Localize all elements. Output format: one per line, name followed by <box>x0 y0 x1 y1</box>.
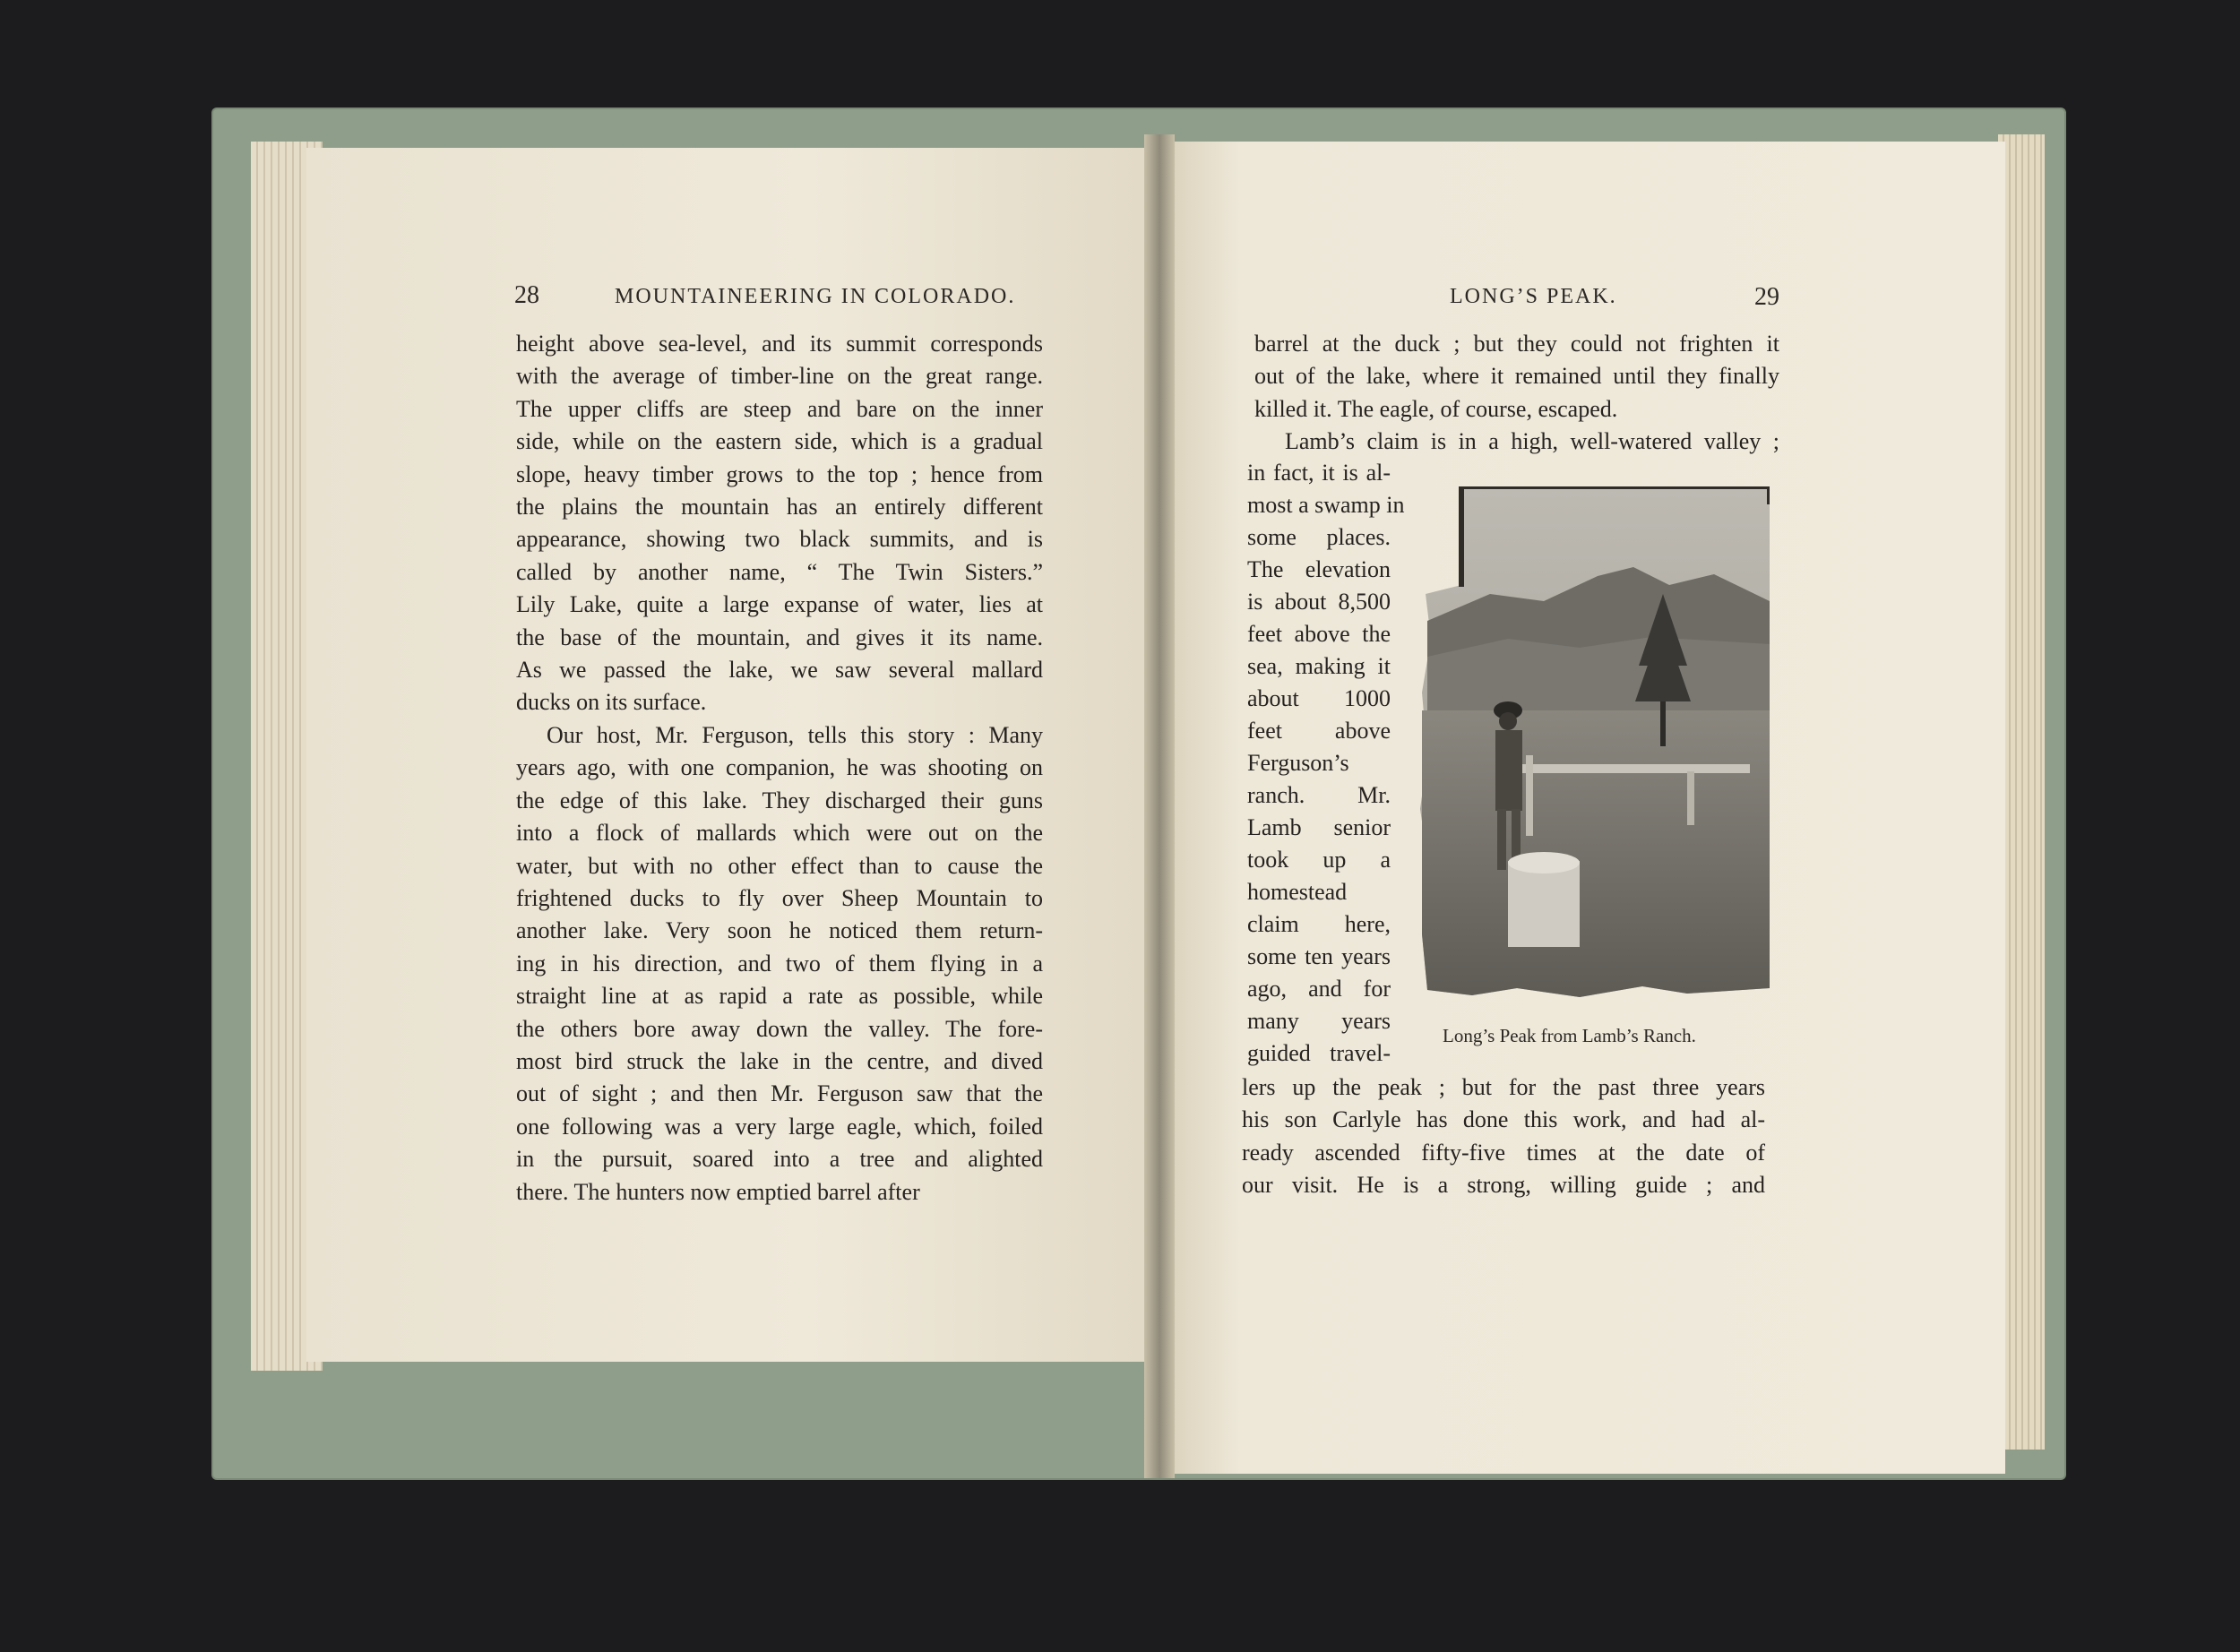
text-line: Lamb’s claim is in a high, well-watered valley ; <box>1285 428 1779 455</box>
text-line: the others bore away down the valley. The fore- <box>516 1015 1043 1042</box>
text-line: the plains the mountain has an entirely different <box>516 494 1043 521</box>
text-line: side, while on the eastern side, which is a gradual <box>516 428 1043 455</box>
text-line: Lamb senior <box>1247 814 1391 840</box>
text-line: some places. <box>1247 524 1391 550</box>
left-page-number: 28 <box>514 281 539 309</box>
text-line: is about 8,500 <box>1247 589 1391 615</box>
right-body-text-top <box>1254 328 1779 459</box>
text-line: guided travel- <box>1247 1040 1391 1066</box>
text-line: appearance, showing two black summits, and is <box>516 526 1043 553</box>
text-line: most a swamp in <box>1247 492 1405 518</box>
text-line: most bird struck the lake in the centre, and dived <box>516 1047 1043 1074</box>
text-line: lers up the peak ; but for the past three years <box>1242 1074 1765 1100</box>
figure-caption: Long’s Peak from Lamb’s Ranch. <box>1443 1025 1696 1046</box>
left-running-head: MOUNTAINEERING IN COLORADO. <box>615 285 1016 308</box>
right-running-head: LONG’S PEAK. <box>1450 285 1617 308</box>
text-line: out of the lake, where it remained until they finally <box>1254 363 1779 390</box>
text-line: Ferguson’s <box>1247 750 1349 776</box>
text-line: barrel at the duck ; but they could not frighten it <box>1254 331 1779 357</box>
text-line: in the pursuit, soared into a tree and alighted <box>516 1146 1043 1173</box>
text-line: our visit. He is a strong, willing guide ; and <box>1242 1172 1765 1199</box>
text-line: homestead <box>1247 879 1348 905</box>
text-line: one following was a very large eagle, which, foiled <box>516 1113 1043 1140</box>
text-line: water, but with no other effect than to cause the <box>516 852 1043 879</box>
text-line: ready ascended fifty-five times at the date of <box>1242 1139 1765 1166</box>
text-line: feet above <box>1247 718 1391 744</box>
text-line: The upper cliffs are steep and bare on the inner <box>516 395 1043 422</box>
right-body-text-bottom <box>1242 1071 1765 1202</box>
text-line: ranch. Mr. <box>1247 782 1391 808</box>
text-line: called by another name, “ The Twin Sisters.” <box>516 558 1043 585</box>
right-body-text-column <box>1247 457 1405 1070</box>
text-line: claim here, <box>1247 911 1391 937</box>
text-line: slope, heavy timber grows to the top ; hence from <box>516 460 1043 487</box>
text-line: The elevation <box>1247 556 1391 582</box>
text-line: took up a <box>1247 847 1391 873</box>
text-line: feet above the <box>1247 621 1391 647</box>
text-line: there. The hunters now emptied barrel after <box>516 1178 920 1205</box>
text-line: in fact, it is al- <box>1247 460 1391 486</box>
text-line: about 1000 <box>1247 685 1391 711</box>
text-line: As we passed the lake, we saw several mallard <box>516 657 1043 684</box>
book-gutter <box>1144 134 1175 1478</box>
text-line: frightened ducks to fly over Sheep Mountain to <box>516 884 1043 911</box>
halftone-illustration <box>1418 486 1770 999</box>
text-line: straight line at as rapid a rate as possible, while <box>516 983 1043 1010</box>
text-line: many years <box>1247 1008 1391 1034</box>
text-line: with the average of timber-line on the great range. <box>516 363 1043 390</box>
text-line: height above sea-level, and its summit corresponds <box>516 331 1043 357</box>
text-line: Lily Lake, quite a large expanse of water, lies at <box>516 591 1043 618</box>
text-line: Our host, Mr. Ferguson, tells this story : Many <box>547 721 1043 748</box>
text-line: the base of the mountain, and gives it its name. <box>516 624 1043 650</box>
text-line: his son Carlyle has done this work, and had al- <box>1242 1106 1765 1133</box>
right-page-number: 29 <box>1754 283 1779 311</box>
text-line: years ago, with one companion, he was shooting on <box>516 754 1043 781</box>
text-line: out of sight ; and then Mr. Ferguson saw that the <box>516 1080 1043 1107</box>
text-line: ago, and for <box>1247 976 1391 1002</box>
left-body-text <box>516 328 1043 1209</box>
text-line: killed it. The eagle, of course, escaped. <box>1254 395 1618 422</box>
text-line: ducks on its surface. <box>516 689 707 716</box>
text-line: into a flock of mallards which were out on the <box>516 820 1043 847</box>
text-line: ing in his direction, and two of them flying in a <box>516 950 1043 977</box>
text-line: some ten years <box>1247 943 1391 969</box>
text-line: sea, making it <box>1247 653 1391 679</box>
text-line: the edge of this lake. They discharged their guns <box>516 787 1043 813</box>
text-line: another lake. Very soon he noticed them return- <box>516 917 1043 944</box>
